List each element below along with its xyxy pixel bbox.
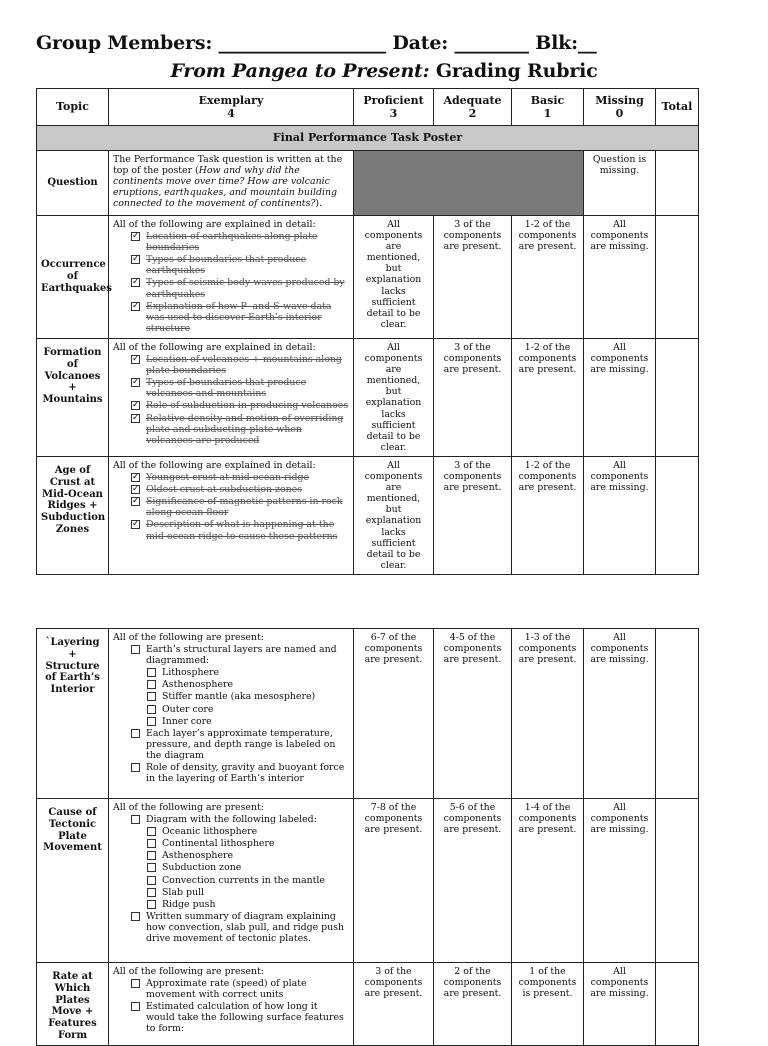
list-item: Lithosphere [147,667,349,678]
checkbox-icon[interactable] [147,827,156,836]
list-item: ✓ Description of what is happening at the mid-ocean ridge to cause these patterns [132,519,338,542]
topic-volcanoes: Formation of Volcanoes + Mountains [37,338,109,456]
adequate-cell: 5-6 of the components are present. [434,799,512,963]
list-item: Each layer’s approximate temperature, pressure, and depth range is labeled on the diagram [131,728,349,761]
missing-cell: All components are missing. [584,456,656,574]
checkbox-icon[interactable] [147,888,156,897]
list-item: Approximate rate (speed) of plate movement with correct units [131,978,349,1000]
list-item: Earth’s structural layers are named and diagrammed: [131,644,349,666]
list-item: Oceanic lithosphere [147,826,349,837]
adequate-cell: 3 of the components are present. [434,456,512,574]
checkbox-icon[interactable] [147,851,156,860]
checked-box-icon[interactable]: ✓ [132,231,140,242]
list-item: ✓ Oldest crust at subduction zones [132,484,303,496]
topic-cause: Cause of Tectonic Plate Movement [37,799,109,963]
checkbox-icon[interactable] [131,979,140,988]
col-proficient: Proficient 3 [354,89,434,126]
col-topic: Topic [37,89,109,126]
list-item: ✓ Types of seismic body waves produced by earthquakes [132,277,345,300]
list-item: ✓ Location of volcanoes + mountains along plate boundaries [132,354,342,377]
list-item: ✓ Significance of magnetic patterns in rock along ocean floor [132,496,343,519]
list-item: ✓ Youngest crust at mid-ocean ridge [132,472,310,484]
checkbox-icon[interactable] [147,863,156,872]
list-item: Diagram with the following labeled: [131,814,349,825]
basic-cell: 1-2 of the components are present. [512,456,584,574]
exemplary-cell [109,338,354,456]
adequate-cell: 4-5 of the components are present. [434,629,512,799]
list-item: Stiffer mantle (aka mesosphere) [147,691,349,702]
topic-rate: Rate at Which Plates Move + Features Form [37,963,109,1046]
list-item: Subduction zone [147,862,349,873]
checkbox-icon[interactable] [131,815,140,824]
proficient-cell: 3 of the components are present. [354,963,434,1046]
checkbox-icon[interactable] [147,876,156,885]
header-row [37,89,699,126]
checkbox-icon[interactable] [131,729,140,738]
list-item: Slab pull [147,887,349,898]
intro-text: All of the following are present: [113,632,264,643]
table-row [37,216,699,339]
question-description: The Performance Task question is written at the top of the poster (How and why did the continents move over time? How are volcanic eruptions, earthquakes, and mountain building connected to the movement of continents?). [109,151,354,216]
intro-text: All of the following are present: [113,966,264,977]
list-item: Inner core [147,716,349,727]
rubric-table-2 [36,628,699,1046]
checkbox-icon[interactable] [147,668,156,677]
table-row [37,629,699,799]
checked-box-icon[interactable]: ✓ [132,496,140,507]
total-cell[interactable] [656,338,699,456]
list-item: Continental lithosphere [147,838,349,849]
list-item: Outer core [147,704,349,715]
checkbox-icon[interactable] [131,912,140,921]
missing-cell: All components are missing. [584,963,656,1046]
missing-cell: All components are missing. [584,338,656,456]
checked-box-icon[interactable]: ✓ [132,400,140,411]
checkbox-icon[interactable] [147,680,156,689]
col-basic: Basic 1 [512,89,584,126]
page-title [0,60,768,82]
checkbox-icon[interactable] [131,1002,140,1011]
exemplary-cell [109,963,354,1046]
exemplary-cell [109,216,354,339]
list-item: Written summary of diagram explaining how convection, slab pull, and ridge push drive movement of tectonic plates. [131,911,349,944]
checkbox-icon[interactable] [147,705,156,714]
checked-box-icon[interactable]: ✓ [132,377,140,388]
exemplary-cell [109,799,354,963]
list-item: ✓ Relative density and motion of overriding plate and subducting plate when volcanoes are produced [132,412,344,446]
basic-cell: 1-3 of the components are present. [512,629,584,799]
checked-box-icon[interactable]: ✓ [132,472,140,483]
total-cell[interactable] [656,963,699,1046]
table-row [37,963,699,1046]
checked-box-icon[interactable]: ✓ [132,254,140,265]
proficient-cell: All components are mentioned, but explanation lacks sufficient detail to be clear. [354,338,434,456]
proficient-cell: 6-7 of the components are present. [354,629,434,799]
list-item: ✓ Types of boundaries that produce earthquakes [132,254,307,277]
intro-text: All of the following are present: [113,802,264,813]
list-item: ✓ Location of earthquakes along plate boundaries [132,231,318,254]
title-rest: Grading Rubric [429,60,598,82]
checked-box-icon[interactable]: ✓ [132,519,140,530]
missing-cell: Question is missing. [584,151,656,216]
adequate-cell: 2 of the components are present. [434,963,512,1046]
missing-cell: All components are missing. [584,216,656,339]
checkbox-icon[interactable] [147,900,156,909]
list-item: Asthenosphere [147,850,349,861]
list-item: Convection currents in the mantle [147,875,349,886]
adequate-cell: 3 of the components are present. [434,338,512,456]
table-row [37,799,699,963]
checkbox-icon[interactable] [131,645,140,654]
total-cell[interactable] [656,456,699,574]
adequate-cell: 3 of the components are present. [434,216,512,339]
topic-crust: Age of Crust at Mid-Ocean Ridges + Subduction Zones [37,456,109,574]
checked-box-icon[interactable]: ✓ [132,354,140,365]
checked-box-icon[interactable]: ✓ [132,412,140,423]
total-cell[interactable] [656,151,699,216]
checkbox-icon[interactable] [147,692,156,701]
exemplary-cell [109,456,354,574]
basic-cell: 1-2 of the components are present. [512,338,584,456]
proficient-cell: All components are mentioned, but explanation lacks sufficient detail to be clear. [354,456,434,574]
basic-cell: 1-2 of the components are present. [512,216,584,339]
checkbox-icon[interactable] [131,763,140,772]
table-row [37,338,699,456]
basic-cell: 1-4 of the components are present. [512,799,584,963]
col-missing: Missing 0 [584,89,656,126]
checkbox-icon[interactable] [147,839,156,848]
col-exemplary: Exemplary 4 [109,89,354,126]
intro-text: All of the following are explained in detail: [113,459,316,471]
header-line: Group Members: __________________ Date: ________ Blk:__ [36,32,597,54]
table-row [37,151,699,216]
list-item: ✓ Explanation of how P- and S-wave data was used to discover Earth’s interior structure [132,300,332,334]
checked-box-icon[interactable]: ✓ [132,484,140,495]
shaded-cell [354,151,584,216]
checked-box-icon[interactable]: ✓ [132,277,140,288]
list-item: Asthenosphere [147,679,349,690]
basic-cell: 1 of the components is present. [512,963,584,1046]
exemplary-cell [109,629,354,799]
total-cell[interactable] [656,216,699,339]
checkbox-icon[interactable] [147,717,156,726]
intro-text: All of the following are explained in detail: [113,341,316,353]
col-adequate: Adequate 2 [434,89,512,126]
list-item: ✓ Role of subduction in producing volcanoes [132,400,349,412]
proficient-cell: 7-8 of the components are present. [354,799,434,963]
title-italic: From Pangea to Present: [170,60,430,82]
topic-layering: `Layering + Structure of Earth’s Interior [37,629,109,799]
list-item: Ridge push [147,899,349,910]
list-item: Role of density, gravity and buoyant force in the layering of Earth’s interior [131,762,349,784]
col-total: Total [656,89,699,126]
list-item: ✓ Types of boundaries that produce volcanoes and mountains [132,377,307,400]
missing-cell: All components are missing. [584,799,656,963]
total-cell[interactable] [656,799,699,963]
proficient-cell: All components are mentioned, but explanation lacks sufficient detail to be clear. [354,216,434,339]
intro-text: All of the following are explained in detail: [113,219,316,230]
checked-box-icon[interactable]: ✓ [132,300,140,311]
topic-question: Question [37,151,109,216]
topic-earthquakes: Occurrence of Earthquakes [37,216,109,339]
total-cell[interactable] [656,629,699,799]
rubric-table-1 [36,88,699,575]
missing-cell: All components are missing. [584,629,656,799]
table-row [37,456,699,574]
section-title: Final Performance Task Poster [37,126,699,151]
list-item: Estimated calculation of how long it would take the following surface features to form: [131,1001,349,1034]
